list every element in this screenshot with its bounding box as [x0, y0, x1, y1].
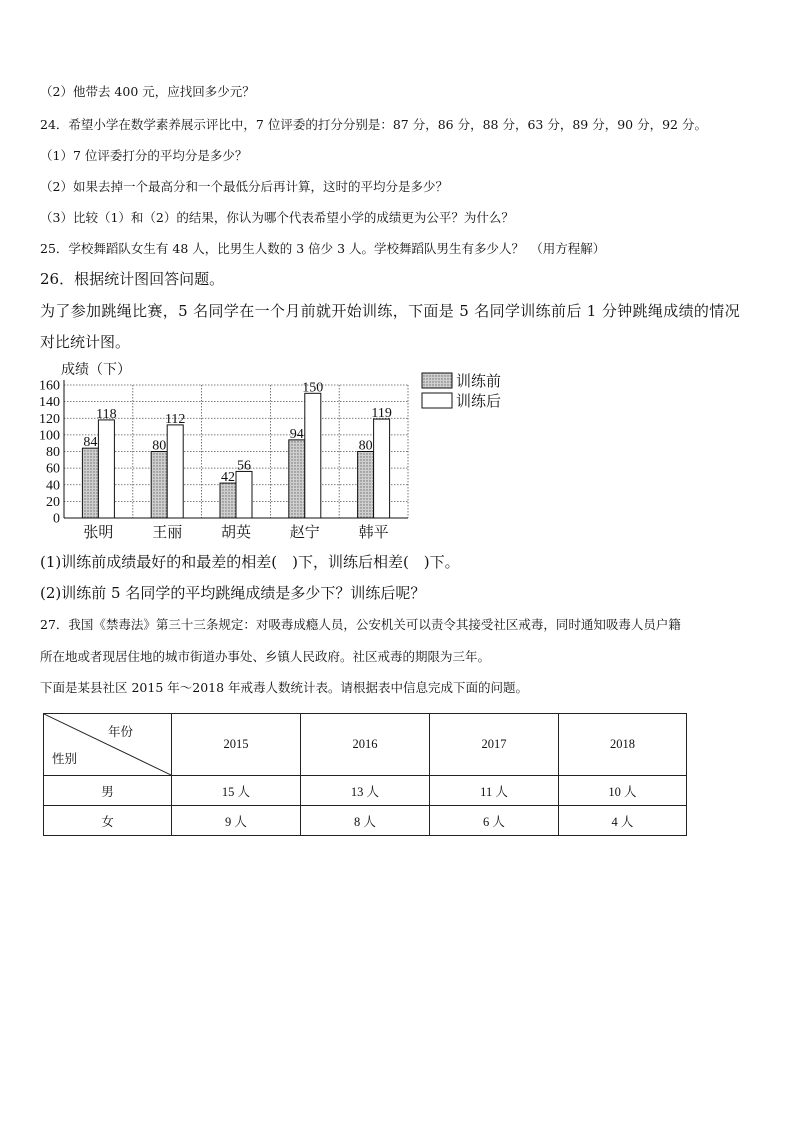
q24-part1: （1）7 位评委打分的平均分是多少？ [40, 148, 248, 163]
bar-after-training [167, 425, 183, 518]
bar-after-training [98, 420, 114, 518]
table-cell: 13 人 [301, 776, 430, 806]
bar-before-training [82, 448, 98, 518]
y-tick-label: 60 [46, 461, 60, 477]
bar-before-training [358, 452, 374, 519]
year-header-cell: 2017 [430, 714, 559, 776]
bar-after-training [236, 471, 252, 518]
table-cell: 4 人 [559, 806, 687, 836]
q26-intro-line2: 对比统计图。 [40, 333, 131, 351]
bar-data-label: 150 [302, 380, 324, 396]
q27-stem-line1: 27．我国《禁毒法》第三十三条规定：对吸毒成瘾人员，公安机关可以责令其接受社区戒毒，同时通知吸毒人员户籍 [40, 617, 681, 632]
q24-stem: 24．希望小学在数学素养展示评比中，7 位评委的打分分别是：87 分，86 分，88 分，63 分，89 分，90 分，92 分。 [40, 117, 707, 132]
bar-data-label: 84 [83, 435, 98, 451]
q24-part2: （2）如果去掉一个最高分和一个最低分后再计算，这时的平均分是多少？ [40, 179, 448, 194]
q26-stem: 26．根据统计图回答问题。 [40, 270, 225, 288]
bar-data-label: 118 [96, 406, 117, 422]
year-header-cell: 2018 [559, 714, 687, 776]
corner-gender-label: 性别 [52, 752, 78, 766]
q26-intro-line1: 为了参加跳绳比赛，5 名同学在一个月前就开始训练，下面是 5 名同学训练前后 1 分钟跳绳成绩的情况 [40, 302, 740, 320]
bar-after-training [305, 393, 321, 518]
bar-before-training [151, 452, 167, 519]
bar-data-label: 94 [289, 426, 304, 442]
table-row [44, 806, 687, 836]
q27-stem-line2: 所在地或者现居住地的城市街道办事处、乡镇人民政府。社区戒毒的期限为三年。 [40, 649, 491, 664]
table-cell: 15 人 [172, 776, 301, 806]
training-bar-chart [36, 360, 516, 545]
year-header-cell: 2016 [301, 714, 430, 776]
q27-intro: 下面是某县社区 2015 年～2018 年戒毒人数统计表。请根据表中信息完成下面的问题。 [40, 680, 529, 695]
table-cell: 8 人 [301, 806, 430, 836]
y-tick-label: 80 [46, 445, 60, 460]
table-row [44, 776, 687, 806]
row-label-cell: 男 [44, 776, 172, 806]
x-category-label: 赵宁 [289, 525, 320, 541]
bar-data-label: 119 [371, 406, 392, 422]
q23-part2: （2）他带去 400 元，应找回多少元？ [40, 84, 255, 99]
table-header-row [44, 714, 687, 776]
q25-stem: 25．学校舞蹈队女生有 48 人，比男生人数的 3 倍少 3 人。学校舞蹈队男生有多少人？ （用方程解） [40, 241, 606, 256]
y-tick-label: 100 [39, 428, 60, 444]
bar-before-training [220, 483, 236, 518]
legend-swatch-before [422, 373, 452, 388]
q24-part3: （3）比较（1）和（2）的结果，你认为哪个代表希望小学的成绩更为公平？为什么？ [40, 210, 514, 225]
year-header-cell: 2015 [172, 714, 301, 776]
y-tick-label: 0 [53, 511, 60, 527]
corner-year-label: 年份 [107, 725, 133, 739]
bar-after-training [374, 419, 390, 518]
table-cell: 10 人 [559, 776, 687, 806]
y-tick-label: 120 [39, 411, 60, 427]
legend-label: 训练后 [456, 394, 502, 410]
x-category-label: 胡英 [220, 525, 252, 541]
table-cell: 6 人 [430, 806, 559, 836]
legend-swatch-after [422, 393, 452, 408]
y-tick-label: 160 [39, 378, 60, 394]
y-tick-label: 20 [46, 494, 60, 510]
q26-question1: (1)训练前成绩最好的和最差的相差( )下，训练后相差( )下。 [40, 553, 460, 571]
x-category-label: 王丽 [152, 525, 183, 541]
q26-question2: (2)训练前 5 名同学的平均跳绳成绩是多少下？训练后呢？ [40, 584, 426, 602]
table-cell: 9 人 [172, 806, 301, 836]
table-cell: 11 人 [430, 776, 559, 806]
x-category-label: 张明 [83, 525, 114, 541]
bar-data-label: 80 [358, 438, 373, 454]
y-tick-label: 40 [46, 478, 60, 494]
chart-y-axis-label: 成绩（下） [61, 363, 131, 378]
legend-label: 训练前 [456, 374, 502, 390]
bar-data-label: 42 [221, 470, 235, 486]
bar-data-label: 56 [237, 458, 251, 474]
bar-data-label: 80 [152, 438, 167, 454]
y-tick-label: 140 [39, 395, 60, 411]
bar-data-label: 112 [164, 411, 186, 427]
x-category-label: 韩平 [358, 525, 389, 541]
bar-before-training [289, 440, 305, 518]
rehab-stats-table [43, 713, 687, 836]
row-label-cell: 女 [44, 806, 172, 836]
table-corner-cell [44, 714, 172, 776]
